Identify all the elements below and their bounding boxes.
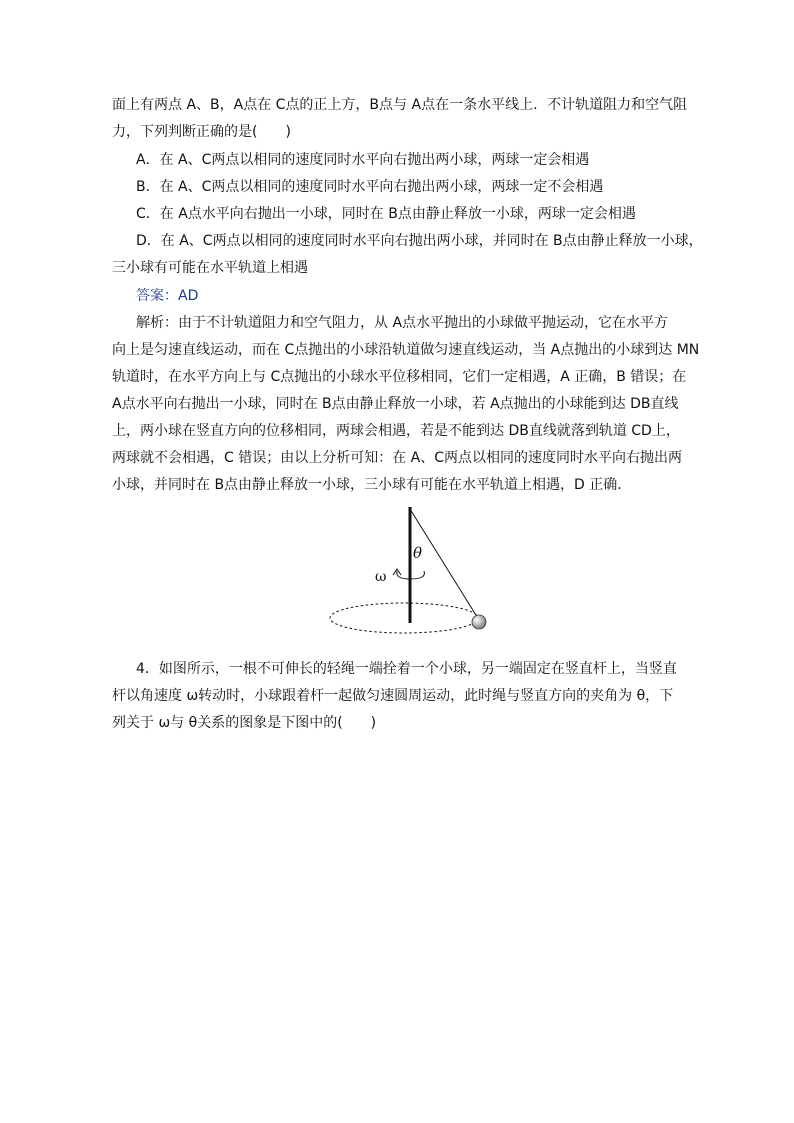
analysis-line-7: 小球，并同时在 B点由静止释放一小球，三小球有可能在水平轨道上相遇，D 正确． [112, 477, 632, 493]
ball [472, 615, 486, 629]
question4-line-2: 杆以角速度 ω转动时，小球跟着杆一起做匀速圆周运动，此时绳与竖直方向的夹角为 θ，下 [112, 688, 674, 704]
conical-pendulum-figure [325, 505, 495, 640]
analysis-line-6: 两球就不会相遇，C 错误；由以上分析可知：在 A、C两点以相同的速度同时水平向右抛出两 [112, 450, 683, 466]
analysis-line-4: A点水平向右抛出一小球，同时在 B点由静止释放一小球，若 A点抛出的小球能到达 DB直线 [112, 396, 679, 412]
analysis-line-5: 上，两小球在竖直方向的位移相同，两球会相遇，若是不能到达 DB直线就落到轨道 CD上， [112, 423, 680, 439]
answer-label: 答案：AD [136, 288, 199, 304]
question4-line-1: 4．如图所示，一根不可伸长的轻绳一端拴着一个小球，另一端固定在竖直杆上，当竖直 [136, 661, 677, 677]
intro-line-1: 面上有两点 A、B，A点在 C点的正上方，B点与 A点在一条水平线上．不计轨道阻力和空气阻 [112, 97, 688, 113]
question4-line-3: 列关于 ω与 θ关系的图象是下图中的( ) [112, 715, 377, 731]
option-d-continued: 三小球有可能在水平轨道上相遇 [112, 260, 308, 276]
analysis-line-2: 向上是匀速直线运动，而在 C点抛出的小球沿轨道做匀速直线运动，当 A点抛出的小球到达 MN [112, 342, 700, 358]
omega-label: ω [375, 569, 387, 585]
theta-label: θ [413, 544, 423, 562]
option-c: C．在 A点水平向右抛出一小球，同时在 B点由静止释放一小球，两球一定会相遇 [136, 206, 636, 222]
string [410, 509, 479, 620]
analysis-line-3: 轨道时，在水平方向上与 C点抛出的小球水平位移相同，它们一定相遇，A 正确，B 错误；在 [112, 369, 687, 385]
option-d: D．在 A、C两点以相同的速度同时水平向右抛出两小球，并同时在 B点由静止释放一小球， [136, 233, 703, 249]
intro-line-2: 力，下列判断正确的是( ) [112, 124, 291, 140]
option-b: B．在 A、C两点以相同的速度同时水平向右抛出两小球，两球一定不会相遇 [136, 179, 604, 195]
option-a: A．在 A、C两点以相同的速度同时水平向右抛出两小球，两球一定会相遇 [136, 152, 590, 168]
orbit-ellipse [330, 603, 478, 633]
analysis-line-1: 解析：由于不计轨道阻力和空气阻力，从 A点水平抛出的小球做平抛运动，它在水平方 [136, 315, 669, 331]
